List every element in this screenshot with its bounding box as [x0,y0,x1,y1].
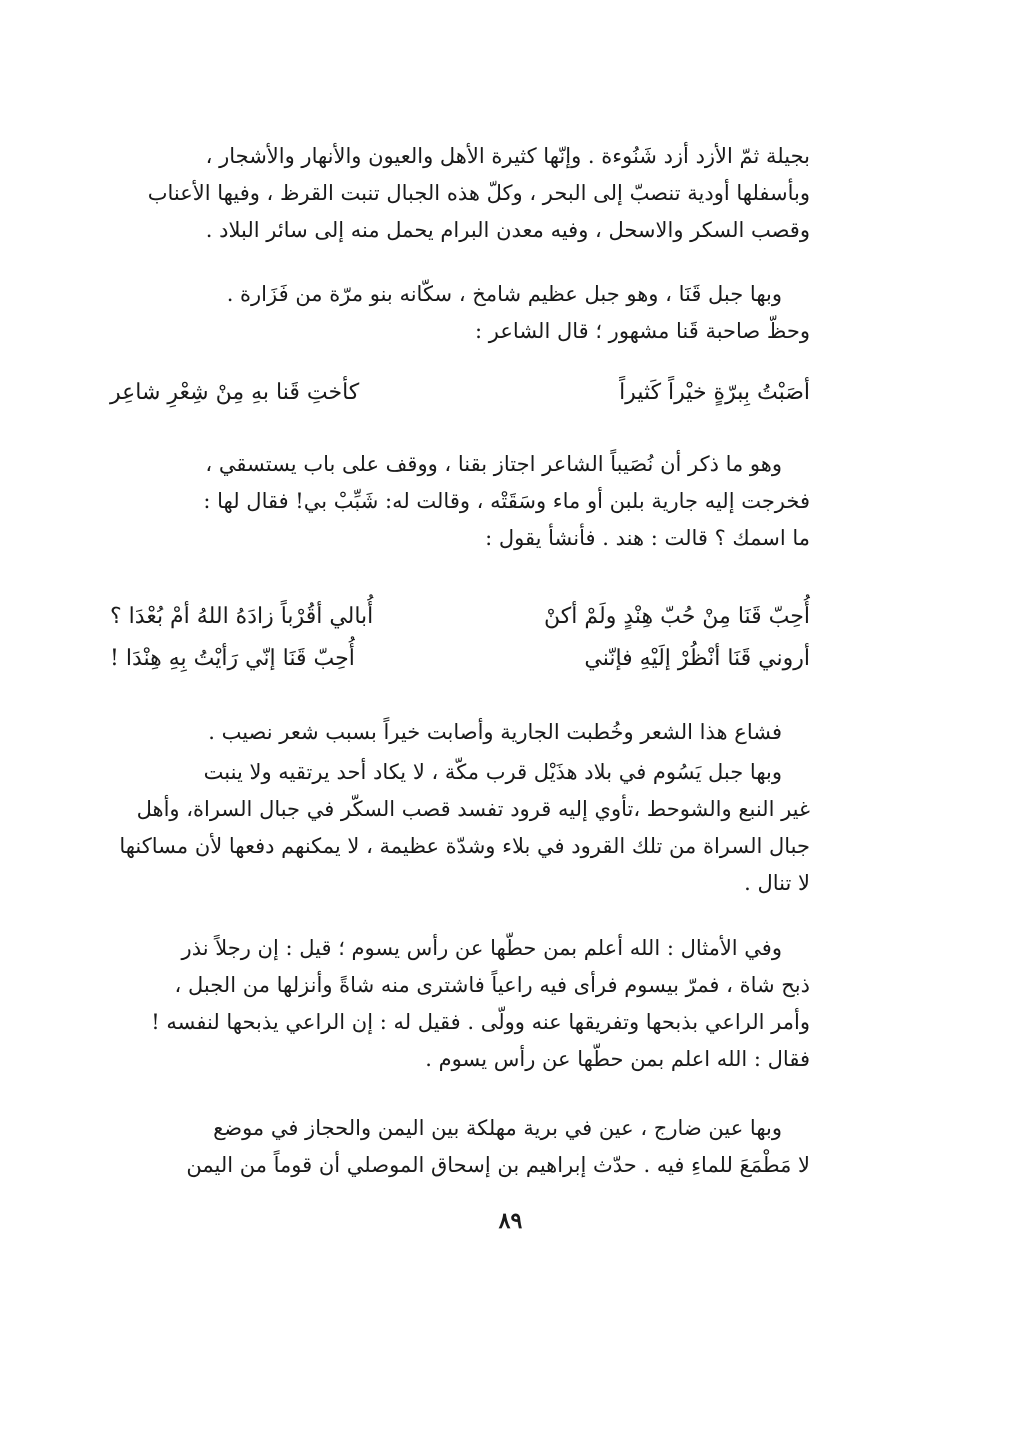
text-line: وقصب السكر والاسحل ، وفيه معدن البرام يحمل منه إلى سائر البلاد . [205,218,810,242]
text-line: ما اسمك ؟ قالت : هند . فأنشأ يقول : [485,526,810,550]
text-line: وأمر الراعي بذبحها وتفريقها عنه وولّى . فقيل له : إن الراعي يذبحها لنفسه ! [151,1010,810,1034]
text-line: فشاع هذا الشعر وخُطبت الجارية وأصابت خيراً بسبب شعر نصيب . [208,720,782,744]
verse-line [110,372,810,414]
text-line: فقال : الله اعلم بمن حطّها عن رأس يسوم . [425,1047,810,1071]
text-line: جبال السراة من تلك القرود في بلاء وشدّة عظيمة ، لا يمكنهم دفعها لأن مساكنها [119,834,810,858]
text-line: لا تنال . [744,871,810,895]
text-line: وبها جبل يَسُوم في بلاد هذَيْل قرب مكّة ، لا يكاد أحد يرتقيه ولا ينبت [203,760,782,784]
text-line: وفي الأمثال : الله أعلم بمن حطّها عن رأس يسوم ؛ قيل : إن رجلاً نذر [181,936,782,960]
verse-second-hemistich: أُبالي أقُرْباً زادَهُ اللهُ أمْ بُعْدَا ؟ [110,604,374,629]
poem-verse-1 [110,372,810,414]
verse-first-hemistich: أروني قَنَا أنْظُرْ إلَيْهِ فإنّني [584,646,810,671]
paragraph-2 [110,276,810,350]
text-line: وهو ما ذكر أن نُصَيباً الشاعر اجتاز بقنا ، ووقف على باب يستسقي ، [205,452,782,476]
verse-second-hemistich: أُحِبّ قَنَا إنّي رَأيْتُ بِهِ هِنْدَا ! [110,646,355,671]
text-line: وبأسفلها أودية تنصبّ إلى البحر ، وكلّ هذه الجبال تنبت القرظ ، وفيها الأعناب [147,181,810,205]
text-line: وبها جبل قَنَا ، وهو جبل عظيم شامخ ، سكّانه بنو مرّة من فَزَارة . [226,282,782,306]
paragraph-7 [110,1110,810,1184]
text-line: لا مَطْمَعَ للماءِ فيه . حدّث إبراهيم بن إسحاق الموصلي أن قوماً من اليمن [186,1153,810,1177]
page-number: ٨٩ [498,1208,523,1234]
text-line: فخرجت إليه جارية بلبن أو ماء وسَقَتْه ، وقالت له: شَبِّبْ بي! فقال لها : [203,489,810,513]
verse-line [110,638,810,680]
text-line: وحظّ صاحبة قَنا مشهور ؛ قال الشاعر : [475,319,810,343]
poem-verse-2 [110,596,810,680]
paragraph-4 [110,714,810,751]
text-line: غير النبع والشوحط ،تأوي إليه قرود تفسد قصب السكّر في جبال السراة، وأهل [136,797,810,821]
paragraph-3 [110,446,810,557]
text-line: وبها عين ضارج ، عين في برية مهلكة بين اليمن والحجاز في موضع [213,1116,782,1140]
paragraph-1 [110,138,810,249]
verse-line [110,596,810,638]
text-line: بجيلة ثمّ الأزد أزد شَنُوءة . وإنّها كثيرة الأهل والعيون والأنهار والأشجار ، [205,144,810,168]
text-line: ذبح شاة ، فمرّ بيسوم فرأى فيه راعياً فاشترى منه شاةً وأنزلها من الجبل ، [174,973,810,997]
verse-first-hemistich: أصَبْتُ بِبرّةٍ خيْراً كَثيراً [619,380,810,405]
paragraph-5 [110,754,810,902]
paragraph-6 [110,930,810,1078]
verse-second-hemistich: كأختِ قَنا بهِ مِنْ شِعْرِ شاعِر [110,380,360,405]
verse-first-hemistich: أُحِبّ قَنَا مِنْ حُبّ هِنْدٍ ولَمْ أكنْ [544,604,810,629]
